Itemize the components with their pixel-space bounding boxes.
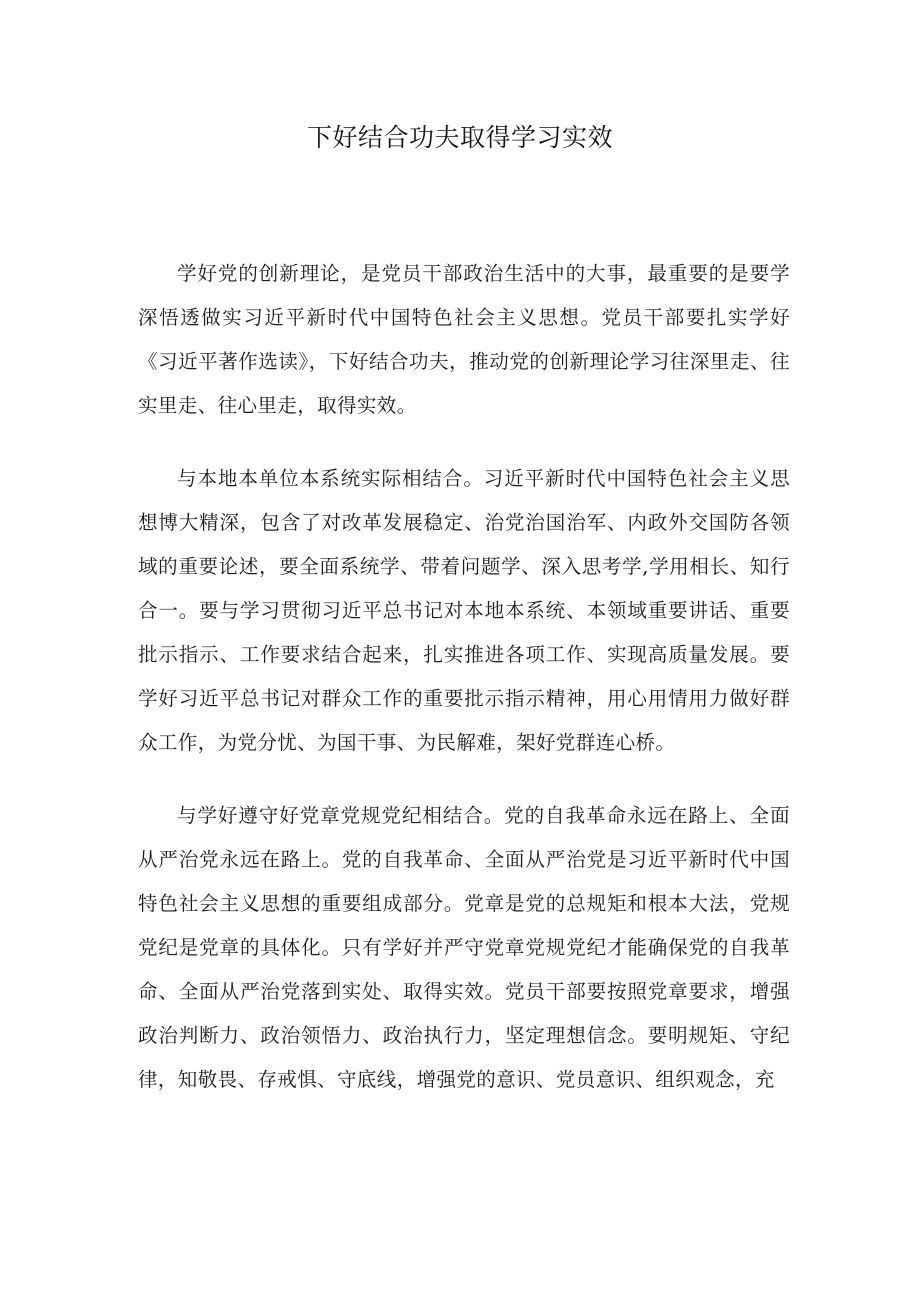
paragraph: 与本地本单位本系统实际相结合。习近平新时代中国特色社会主义思想博大精深，包含了对改革发展稳定、治党治国治军、内政外交国防各领域的重要论述，要全面系统学、带着问题学、深入思考学,学用相长、知行合一。要与学习贯彻习近平总书记对本地本系统、本领域重要讲话、重要批示指示、工作要求结合起来，扎实推进各项工作、实现高质量发展。要学好习近平总书记对群众工作的重要批示指示精神，用心用情用力做好群众工作，为党分忧、为国干事、为民解难，架好党群连心桥。 xyxy=(138,467,790,754)
document-title: 下好结合功夫取得学习实效 xyxy=(306,123,613,152)
paragraph: 与学好遵守好党章党规党纪相结合。党的自我革命永远在路上、全面从严治党永远在路上。党的自我革命、全面从严治党是习近平新时代中国特色社会主义思想的重要组成部分。党章是党的总规矩和根本大法，党规党纪是党章的具体化。只有学好并严守党章党规党纪才能确保党的自我革命、全面从严治党落到实处、取得实效。党员干部要按照党章要求，增强政治判断力、政治领悟力、政治执行力，坚定理想信念。要明规矩、守纪律，知敬畏、存戒惧、守底线，增强党的意识、党员意识、组织观念，充 xyxy=(138,804,790,1091)
document-body xyxy=(138,252,790,1131)
paragraph: 学好党的创新理论，是党员干部政治生活中的大事，最重要的是要学深悟透做实习近平新时代中国特色社会主义思想。党员干部要扎实学好《习近平著作选读》，下好结合功夫，推动党的创新理论学习往深里走、往实里走、往心里走，取得实效。 xyxy=(138,262,790,417)
